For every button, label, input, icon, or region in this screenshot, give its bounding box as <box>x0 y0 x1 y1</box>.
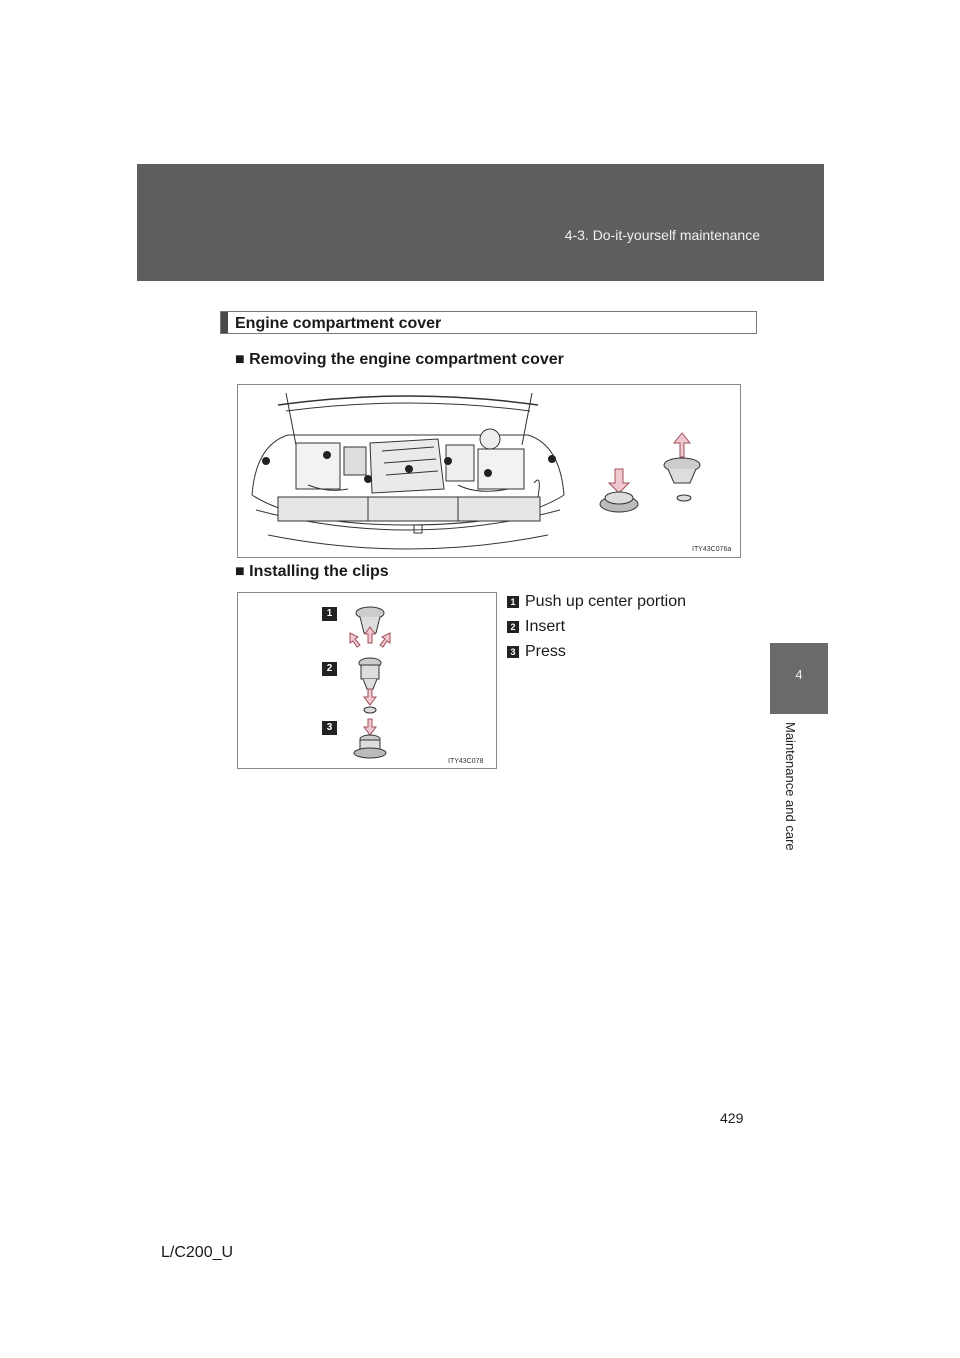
chapter-label: Maintenance and care <box>783 722 798 851</box>
page-number: 429 <box>720 1110 744 1126</box>
step-text: Push up center portion <box>525 593 686 610</box>
section-title-bar <box>220 311 757 334</box>
figure-step-badge: 1 <box>322 607 337 621</box>
figure-code: ITY43C078 <box>448 758 484 765</box>
figure-step-badge: 3 <box>322 721 337 735</box>
model-code: L/C200_U <box>161 1244 234 1261</box>
subsection-title: Installing the clips <box>249 563 389 580</box>
header-title: 4-3. Do-it-yourself maintenance <box>564 227 760 243</box>
subsection-title: Removing the engine compartment cover <box>249 351 564 368</box>
step-text: Press <box>525 643 566 660</box>
square-bullet-icon: ■ <box>235 351 245 368</box>
square-bullet-icon: ■ <box>235 563 245 580</box>
step-item <box>507 593 686 611</box>
step-number-badge: 3 <box>507 646 519 658</box>
subsection-heading-remove <box>235 351 564 369</box>
header-band <box>137 164 824 281</box>
step-text: Insert <box>525 618 566 635</box>
chapter-tab <box>770 643 828 714</box>
clip-steps-illustration <box>238 593 497 769</box>
figure-code: ITY43C076a <box>692 546 732 553</box>
figure-step-badge: 2 <box>322 662 337 676</box>
clip-installation-figure <box>237 592 497 769</box>
engine-compartment-figure <box>237 384 741 558</box>
step-item <box>507 643 566 661</box>
step-item <box>507 618 565 636</box>
step-number-badge: 2 <box>507 621 519 633</box>
step-number-badge: 1 <box>507 596 519 608</box>
chapter-number: 4 <box>795 667 803 682</box>
engine-compartment-illustration <box>238 385 741 558</box>
subsection-heading-install <box>235 563 389 581</box>
section-title: Engine compartment cover <box>235 315 442 332</box>
